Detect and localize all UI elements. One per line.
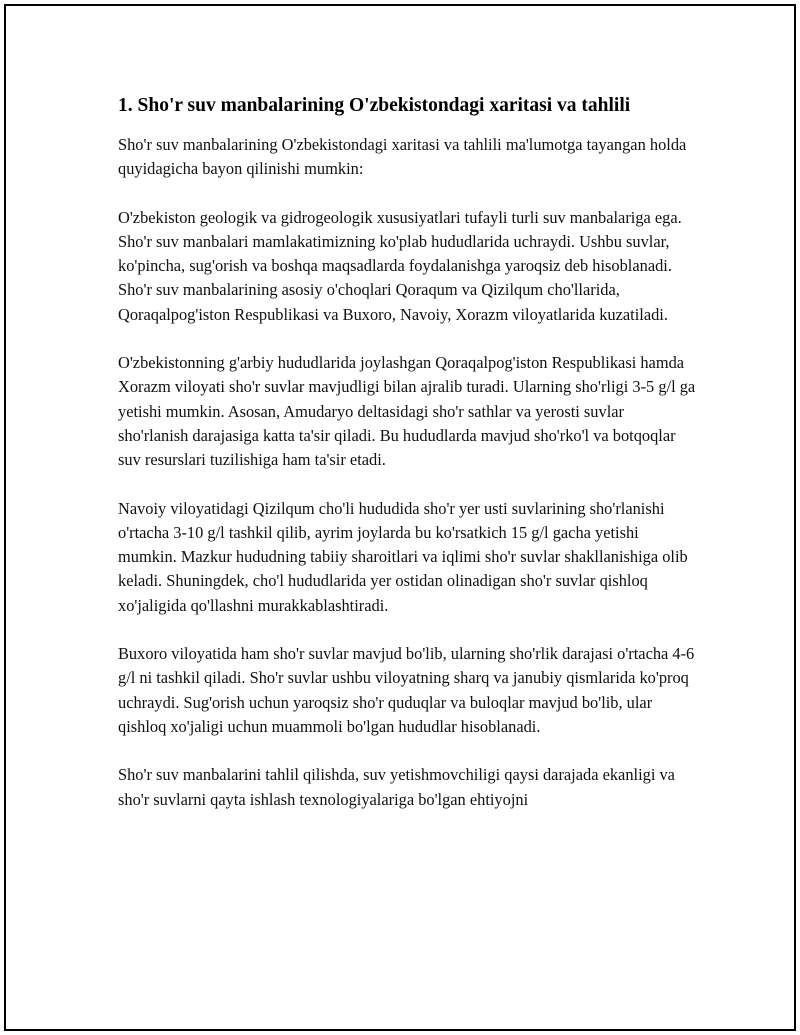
paragraph-intro: Sho'r suv manbalarining O'zbekistondagi xaritasi va tahlili ma'lumotga tayangan holda quyidagicha bayon qilinishi mumkin: (118, 135, 687, 179)
paragraph-navoiy: Navoiy viloyatidagi Qizilqum cho'li hududida sho'r yer usti suvlarining sho'rlanishi o'rtacha 3-10 g/l tashkil qilib, ayrim joylarda bu ko'rsatkich 15 g/l gacha yetishi mumkin. Mazkur hududning tabiiy sharoitlari va iqlimi sho'r suvlar shakllanishiga olib keladi. Shuningdek, cho'l hududlarida yer ostidan olinadigan sho'r suvlar qishloq xo'jaligida qo'llashni murakkablashtiradi. (118, 498, 688, 615)
document-body (118, 93, 696, 836)
section-heading: 1. Sho'r suv manbalarining O'zbekistondagi xaritasi va tahlili (118, 95, 631, 116)
paragraph-bukhara: Buxoro viloyatida ham sho'r suvlar mavjud bo'lib, ularning sho'rlik darajasi o'rtacha 4-6 g/l ni tashkil qiladi. Sho'r suvlar ushbu viloyatning sharq va janubiy qismlarida ko'proq uchraydi. Sug'orish uchun yaroqsiz sho'r quduqlar va buloqlar mavjud bo'lib, ular qishloq xo'jaligi uchun muammoli bo'lgan hududlar hisoblanadi. (118, 644, 695, 736)
paragraph-karakalpakstan-khorezm: O'zbekistonning g'arbiy hududlarida joylashgan Qoraqalpog'iston Respublikasi hamda Xorazm viloyati sho'r suvlar mavjudligi bilan ajralib turadi. Ularning sho'rligi 3-5 g/l ga yetishi mumkin. Asosan, Amudaryo deltasidagi sho'r sathlar va yerosti suvlar sho'rlanish darajasiga katta ta'sir qiladi. Bu hududlarda mavjud sho'rko'l va botqoqlar suv resurslari tuzilishiga ham ta'sir etadi. (118, 353, 696, 470)
paragraph-analysis: Sho'r suv manbalarini tahlil qilishda, suv yetishmovchiligi qaysi darajada ekanligi va sho'r suvlarni qayta ishlash texnologiyalariga bo'lgan ehtiyojni (118, 765, 675, 809)
paragraph-overview: O'zbekiston geologik va gidrogeologik xususiyatlari tufayli turli suv manbalariga ega. Sho'r suv manbalari mamlakatimizning ko'plab hududlarida uchraydi. Ushbu suvlar, ko'pincha, sug'orish va boshqa maqsadlarda foydalanishga yaroqsiz deb hisoblanadi. Sho'r suv manbalarining asosiy o'choqlari Qoraqum va Qizilqum cho'llarida, Qoraqalpog'iston Respublikasi va Buxoro, Navoiy, Xorazm viloyatlarida kuzatiladi. (118, 207, 682, 324)
